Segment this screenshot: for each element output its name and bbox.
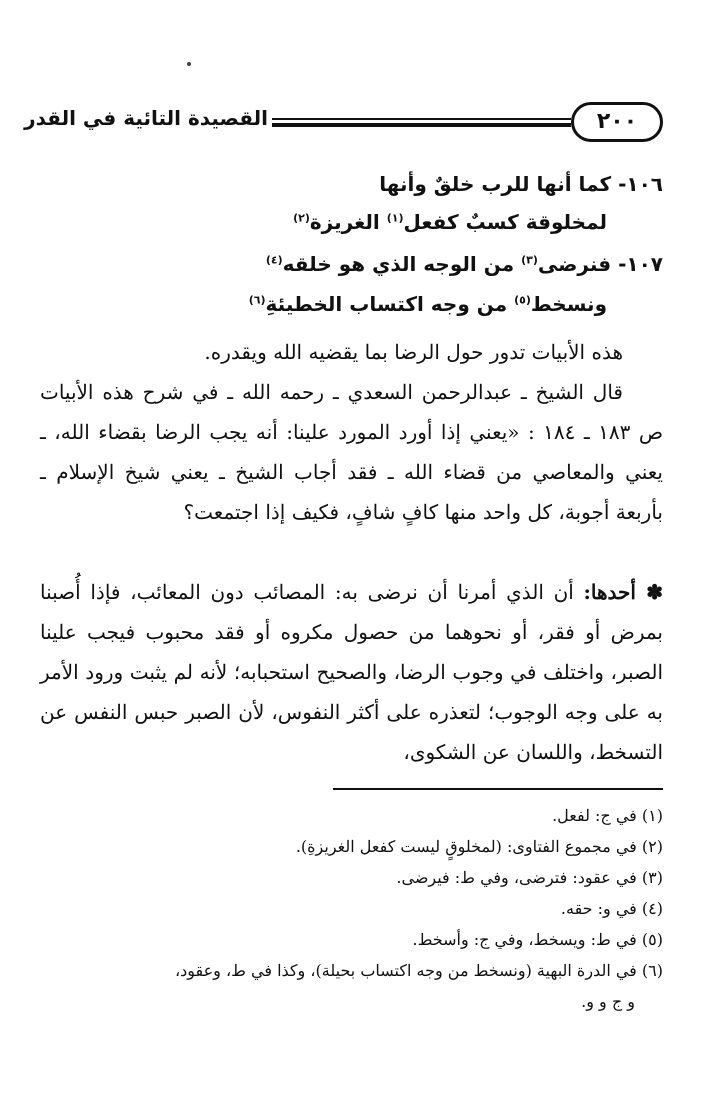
verse-text: ونسخط: [530, 292, 607, 316]
verse-106-second-hemistich: [293, 210, 607, 234]
footnote-6: (٦) في الدرة البهية (ونسخط من وجه اكتساب بحيلة)، وكذا في ط، وعقود،: [174, 961, 663, 980]
verse-text: من وجه اكتساب الخطيئةِ: [265, 292, 515, 316]
verse-107-second-hemistich: [249, 292, 607, 316]
footnote-marker: (٦): [248, 293, 266, 307]
verse-107-first-hemistich: [266, 252, 663, 276]
footnote-2: (٢) في مجموع الفتاوى: (لمخلوقٍ ليست كفعل الغريزةِ).: [295, 837, 663, 856]
first-answer-heading: ✽ أحدها:: [583, 580, 663, 604]
page-number: ٢٠٠: [571, 102, 663, 142]
footnote-3: (٣) في عقود: فترضى، وفي ط: فيرضى.: [396, 868, 663, 887]
footnotes: [40, 800, 663, 1017]
page-header: [24, 100, 663, 150]
footnote-5: (٥) في ط: ويسخط، وفي ج: وأسخط.: [412, 930, 663, 949]
verse-text: الغريزة: [309, 210, 387, 234]
first-answer-text: أن الذي أمرنا أن نرضى به: المصائب دون المعائب، فإذا أُصبنا بمرض أو فقر، أو نحوهما من حصول مكروه أو فقد محبوب فيجب علينا الصبر، واختلف في وجوب الرضا، والصحيح استحبابه؛ لأنه لم يثبت ورود الأمر به على وجه الوجوب؛ لتعذره على أكثر النفوس، لأن الصبر حبس النفس عن التسخط، واللسان عن الشكوى،: [40, 580, 663, 764]
header-double-rule: [272, 118, 571, 127]
footnote-separator: [333, 788, 663, 790]
footnote-6-continuation: و ج و و.: [581, 992, 635, 1011]
footnote-4: (٤) في و: حقه.: [560, 899, 663, 918]
running-title: القصيدة التائية في القدر: [24, 106, 268, 130]
first-answer-paragraph: [40, 572, 663, 772]
footnote-marker: (٢): [293, 211, 310, 225]
page-speck: [187, 62, 191, 66]
verse-text: لمخلوقة كسبٌ كفعل: [403, 210, 607, 234]
intro-paragraph: هذه الأبيات تدور حول الرضا بما يقضيه الله ويقدره.: [204, 340, 623, 364]
footnote-marker: (٣): [521, 253, 538, 267]
verse-text: من الوجه الذي هو خلقه: [282, 252, 522, 276]
footnote-1: (١) في ج: لفعل.: [552, 806, 663, 825]
quote-paragraph: قال الشيخ ـ عبدالرحمن السعدي ـ رحمه الله ـ في شرح هذه الأبيات ص ١٨٣ ـ ١٨٤ : «يعني إذا أورد المورد علينا: أنه يجب الرضا بقضاء الله، ـ يعني والمعاصي من قضاء الله ـ فقد أجاب الشيخ ـ يعني شيخ الإسلام ـ بأربعة أجوبة، كل واحد منها كافٍ شافٍ، فكيف إذا اجتمعت؟: [40, 380, 663, 524]
verse-text: ١٠٧- فنرضى: [537, 252, 663, 276]
footnote-marker: (١): [386, 211, 404, 225]
footnote-marker: (٥): [514, 293, 531, 307]
verse-106-first-hemistich: ١٠٦- كما أنها للرب خلقٌ وأنها: [379, 172, 663, 196]
footnote-marker: (٤): [265, 253, 283, 267]
